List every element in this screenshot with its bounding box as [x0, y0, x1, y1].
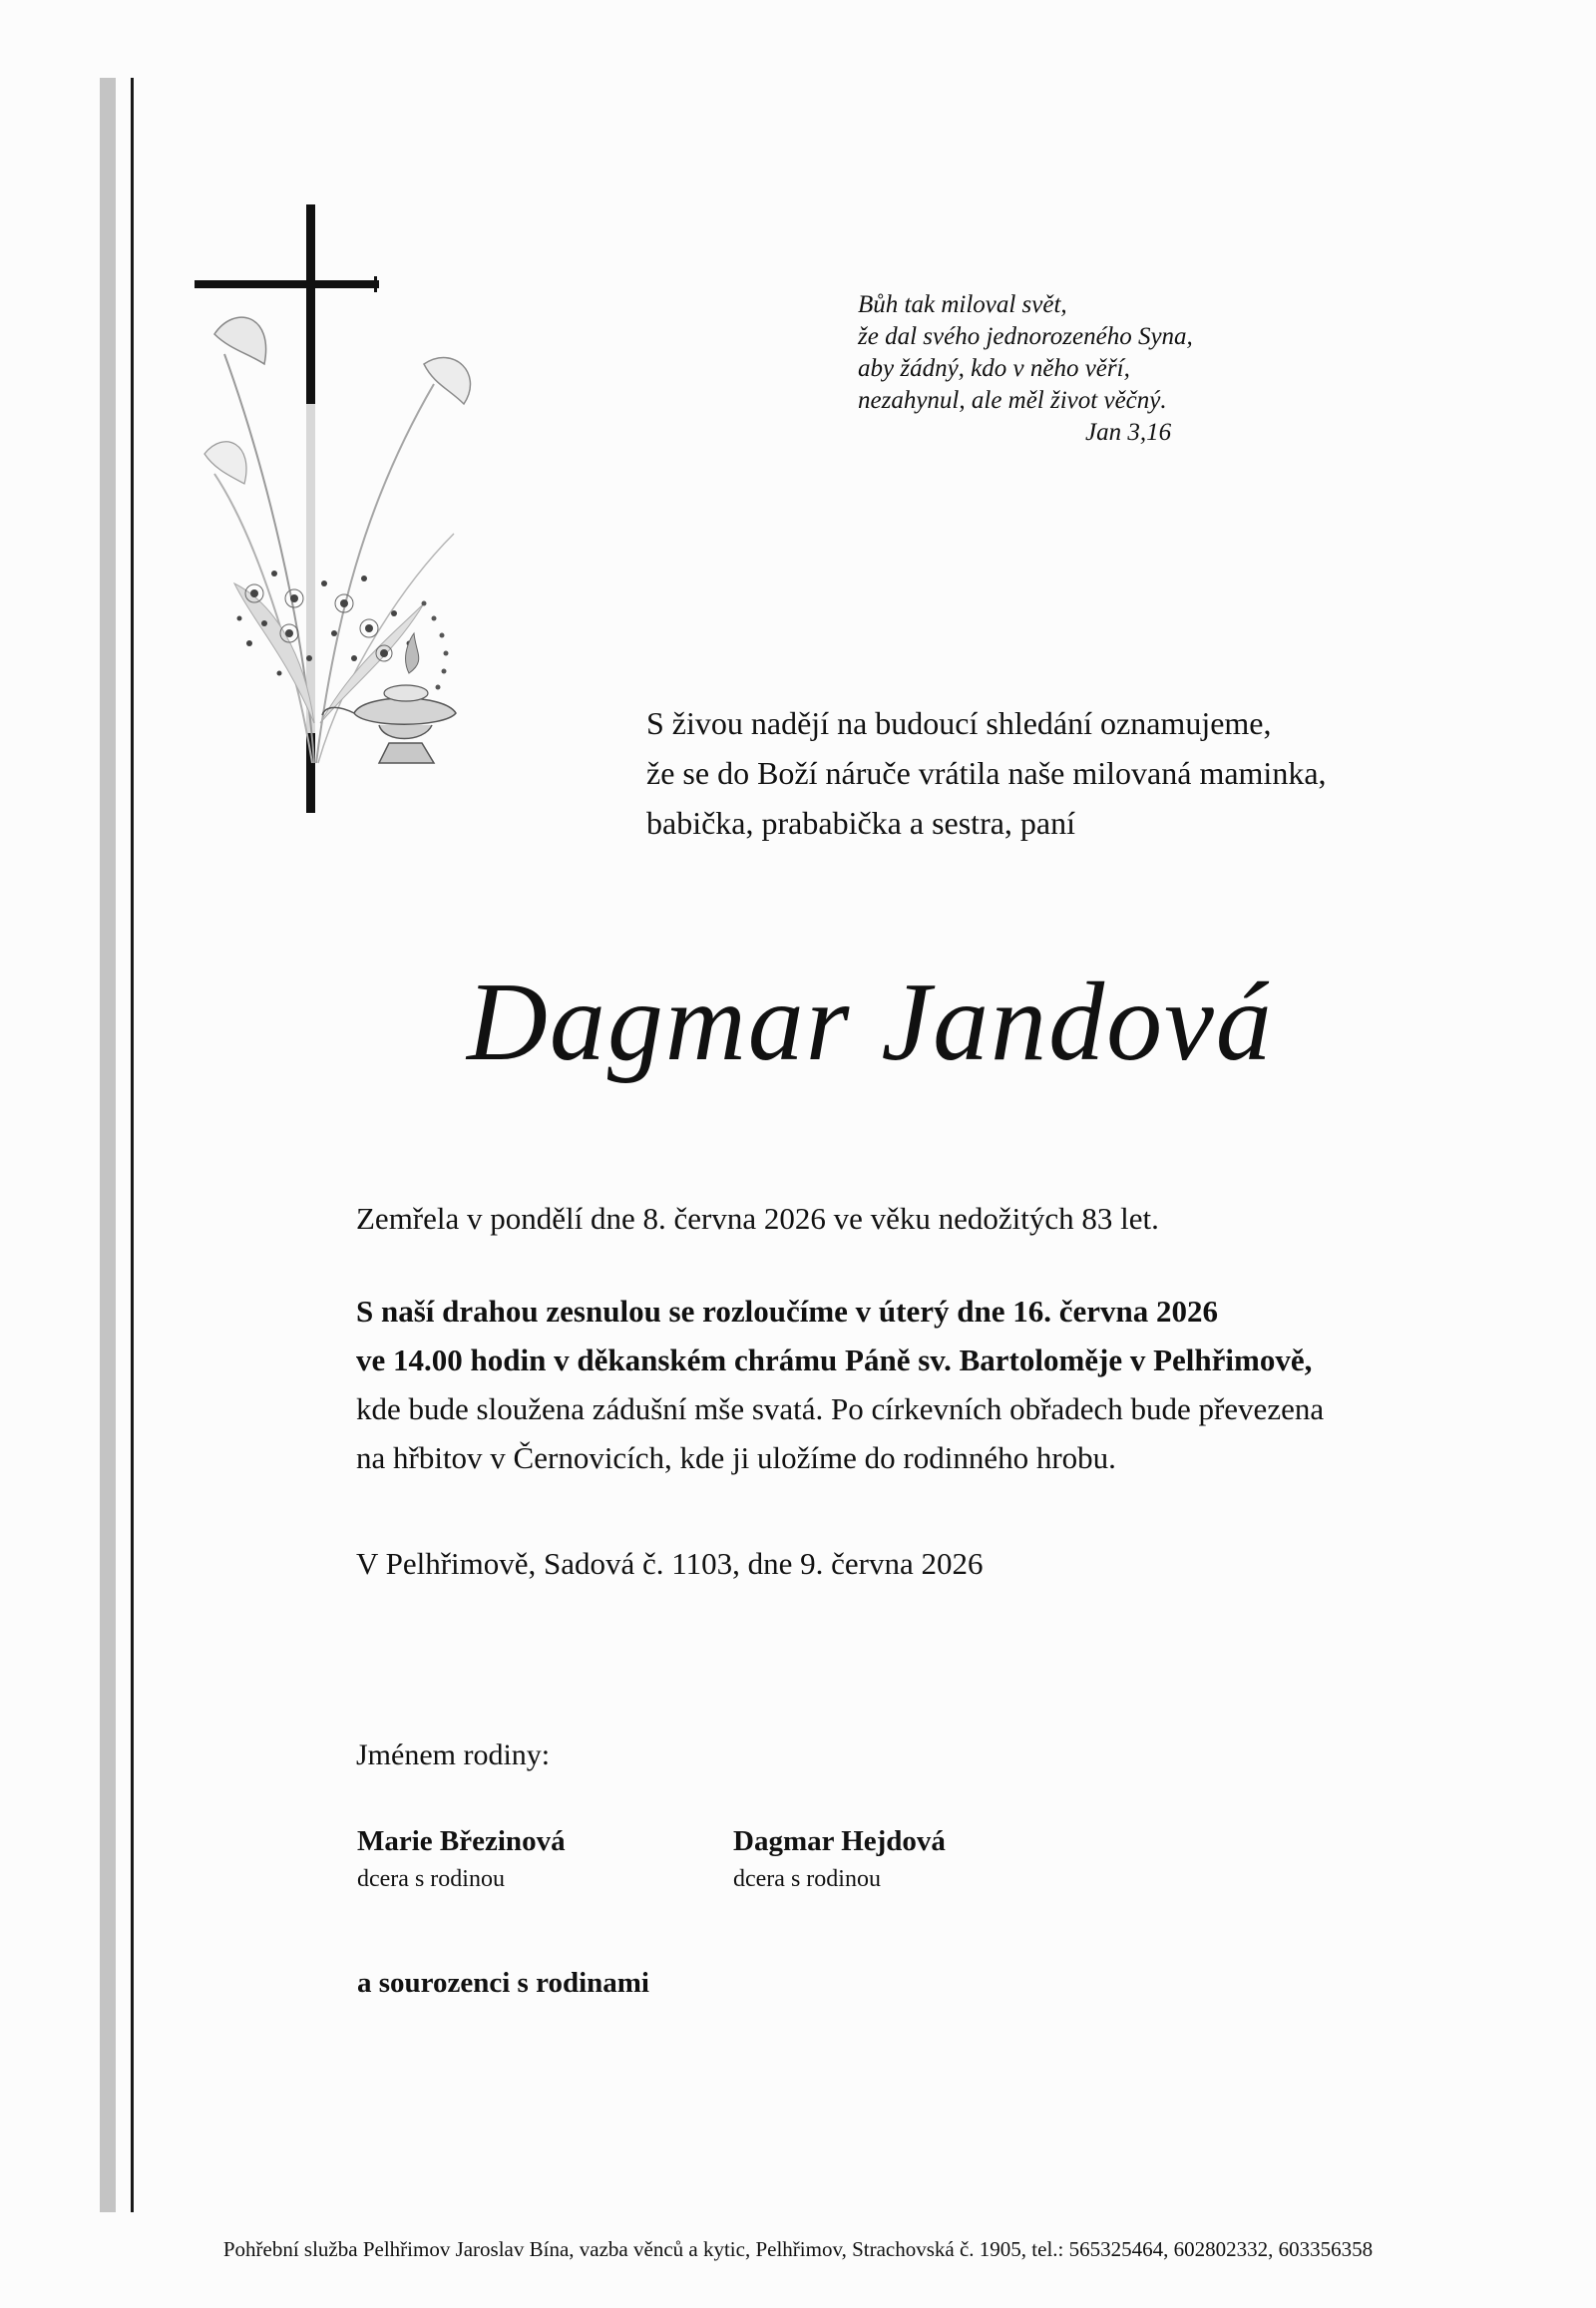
- verse-line: aby žádný, kdo v něho věří,: [858, 355, 1130, 382]
- ceremony-bold-line: S naší drahou zesnulou se rozloučíme v úterý dne 16. června 2026: [356, 1294, 1218, 1329]
- place-and-date: V Pelhřimově, Sadová č. 1103, dne 9. června 2026: [356, 1546, 984, 1581]
- signatory-name: Marie Březinová: [357, 1825, 566, 1857]
- left-black-rule: [131, 78, 134, 2212]
- signatory-name: Dagmar Hejdová: [733, 1825, 946, 1857]
- ceremony-line: na hřbitov v Černovicích, kde ji uložíme do rodinného hrobu.: [356, 1440, 1116, 1475]
- signatory: [357, 1821, 566, 1897]
- signatory-role: dcera s rodinou: [733, 1866, 881, 1892]
- family-label: Jménem rodiny:: [356, 1738, 551, 1771]
- left-gray-border: [100, 78, 116, 2212]
- announcement: [646, 698, 1327, 848]
- signatory: [733, 1821, 946, 1897]
- death-notice: Zemřela v pondělí dne 8. června 2026 ve věku nedožitých 83 let.: [356, 1201, 1159, 1236]
- verse-reference: Jan 3,16: [1085, 419, 1172, 446]
- ceremony-details: [356, 1287, 1324, 1482]
- funeral-service-footer: Pohřební služba Pelhřimov Jaroslav Bína, vazba věnců a kytic, Pelhřimov, Strachovská č. 1905, tel.: 565325464, 602802332, 603356358: [222, 2237, 1374, 2261]
- verse-line: nezahynul, ale měl život věčný.: [858, 387, 1167, 414]
- ceremony-bold-line: ve 14.00 hodin v děkanském chrámu Páně sv. Bartoloměje v Pelhřimově,: [356, 1343, 1313, 1377]
- cross-with-lilies-and-lamp-icon: [195, 204, 494, 823]
- bible-verse: [858, 289, 1337, 449]
- deceased-name: Dagmar Jandová: [467, 961, 1274, 1084]
- announcement-line: S živou nadějí na budoucí shledání oznamujeme,: [646, 705, 1272, 741]
- verse-line: Bůh tak miloval svět,: [858, 291, 1067, 318]
- verse-line: že dal svého jednorozeného Syna,: [858, 323, 1193, 350]
- ceremony-line: kde bude sloužena zádušní mše svatá. Po církevních obřadech bude převezena: [356, 1391, 1325, 1426]
- signatory-role: dcera s rodinou: [357, 1866, 505, 1892]
- siblings-line: a sourozenci s rodinami: [357, 1967, 649, 1999]
- announcement-line: babička, prababička a sestra, paní: [646, 805, 1076, 841]
- announcement-line: že se do Boží náruče vrátila naše milovaná maminka,: [646, 755, 1327, 791]
